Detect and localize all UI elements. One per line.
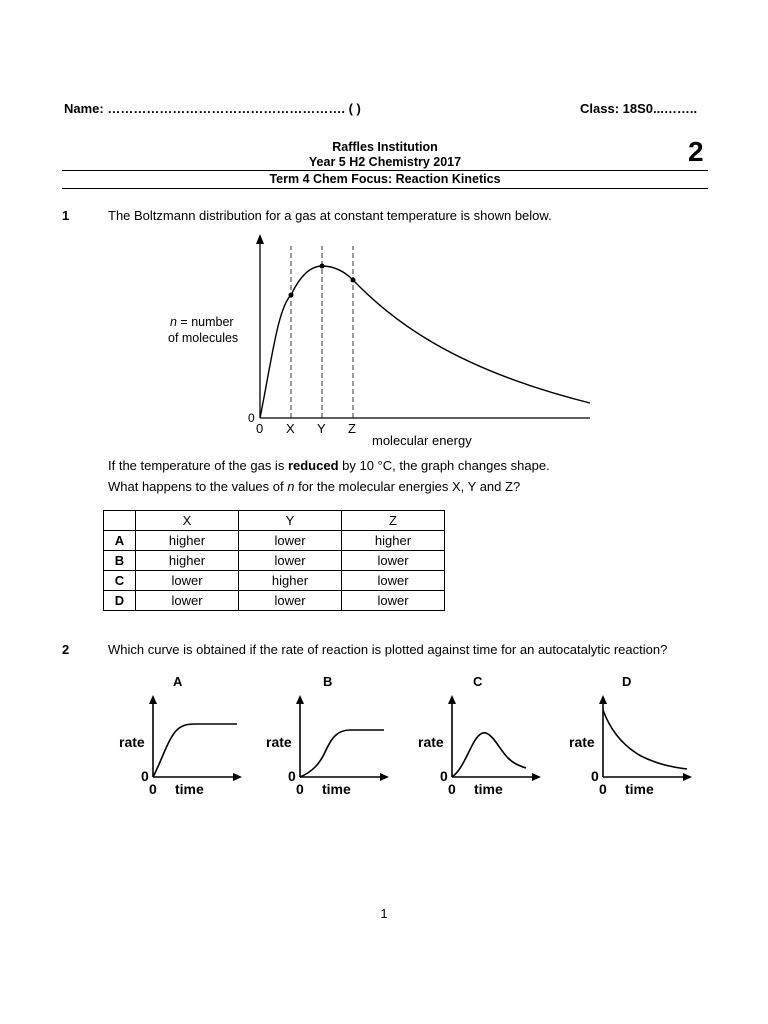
table-cell: higher	[136, 551, 239, 571]
table-cell: lower	[136, 591, 239, 611]
option-key: A	[104, 531, 136, 551]
question-1-text: The Boltzmann distribution for a gas at constant temperature is shown below.	[108, 208, 552, 223]
graph-c-origin-y: 0	[440, 768, 448, 784]
table-cell: lower	[239, 591, 342, 611]
tick-label-z: Z	[348, 421, 356, 436]
course-title: Year 5 H2 Chemistry 2017	[308, 155, 462, 169]
y-axis-arrow	[256, 234, 264, 244]
table-cell: lower	[136, 571, 239, 591]
graph-a-xlabel: time	[175, 781, 204, 797]
header-rule-bottom	[62, 188, 708, 189]
graph-c-xlabel: time	[474, 781, 503, 797]
point-y	[320, 264, 325, 269]
table-cell: higher	[136, 531, 239, 551]
table-header-cell: Y	[239, 511, 342, 531]
graph-b	[262, 692, 392, 800]
graph-c-origin-x: 0	[448, 781, 456, 797]
graph-a-ylabel: rate	[119, 734, 145, 750]
prompt-text-italic: n	[287, 479, 295, 494]
table-row	[104, 531, 445, 551]
graph-d-origin-x: 0	[599, 781, 607, 797]
condition-text-post: by 10 °C, the graph changes shape.	[338, 458, 550, 473]
point-x	[289, 293, 294, 298]
table-cell: higher	[342, 531, 445, 551]
option-key: D	[104, 591, 136, 611]
graph-d-xlabel: time	[625, 781, 654, 797]
answer-table	[103, 510, 445, 611]
table-header-row	[104, 511, 445, 531]
section-number: 2	[688, 136, 704, 167]
institution-title: Raffles Institution	[332, 140, 438, 154]
condition-text-bold: reduced	[287, 458, 339, 473]
table-header-cell: X	[136, 511, 239, 531]
table-cell: lower	[239, 551, 342, 571]
graph-b-xlabel: time	[322, 781, 351, 797]
page-number: 1	[380, 906, 388, 921]
option-c-label: C	[473, 674, 483, 689]
tick-label-y: Y	[317, 421, 326, 436]
table-cell: lower	[342, 551, 445, 571]
table-header-cell	[104, 511, 136, 531]
option-b-label: B	[323, 674, 333, 689]
table-cell: lower	[342, 571, 445, 591]
y-origin-label: 0	[248, 411, 255, 425]
graph-a-origin-x: 0	[149, 781, 157, 797]
graph-a	[115, 692, 245, 800]
tick-label-x: X	[286, 421, 295, 436]
topic-title: Term 4 Chem Focus: Reaction Kinetics	[269, 172, 501, 186]
question-2-text: Which curve is obtained if the rate of reaction is plotted against time for an autocatalytic reaction?	[108, 642, 668, 657]
option-key: B	[104, 551, 136, 571]
table-row	[104, 551, 445, 571]
y-axis-label-1: n = number	[170, 315, 234, 329]
header-rule-top	[62, 170, 708, 171]
table-cell: lower	[342, 591, 445, 611]
question-2-number: 2	[62, 642, 70, 657]
graph-b-origin-x: 0	[296, 781, 304, 797]
question-1-prompt	[108, 479, 520, 494]
y-axis-label-2: of molecules	[168, 331, 239, 345]
option-key: C	[104, 571, 136, 591]
graph-d-origin-y: 0	[591, 768, 599, 784]
prompt-text-pre: What happens to the values of	[108, 479, 288, 494]
question-1-condition	[108, 458, 550, 473]
x-axis-label: molecular energy	[372, 433, 472, 448]
boltzmann-graph	[160, 228, 620, 453]
table-header-cell: Z	[342, 511, 445, 531]
table-cell: lower	[239, 531, 342, 551]
table-cell: higher	[239, 571, 342, 591]
point-z	[351, 278, 356, 283]
name-field-label: Name: ………………………………………………. ( )	[64, 101, 361, 116]
graph-c	[414, 692, 544, 800]
distribution-curve	[260, 266, 590, 418]
option-d-label: D	[622, 674, 632, 689]
graph-b-ylabel: rate	[266, 734, 292, 750]
class-field-label: Class: 18S0...……..	[580, 101, 698, 116]
graph-c-ylabel: rate	[418, 734, 444, 750]
graph-b-origin-y: 0	[288, 768, 296, 784]
tick-label-0: 0	[256, 421, 264, 436]
prompt-text-post: for the molecular energies X, Y and Z?	[294, 479, 521, 494]
question-1-number: 1	[62, 208, 70, 223]
graph-d	[565, 692, 695, 800]
option-a-label: A	[173, 674, 183, 689]
condition-text-pre: If the temperature of the gas is	[108, 458, 288, 473]
table-row	[104, 591, 445, 611]
table-row	[104, 571, 445, 591]
graph-a-origin-y: 0	[141, 768, 149, 784]
graph-d-ylabel: rate	[569, 734, 595, 750]
